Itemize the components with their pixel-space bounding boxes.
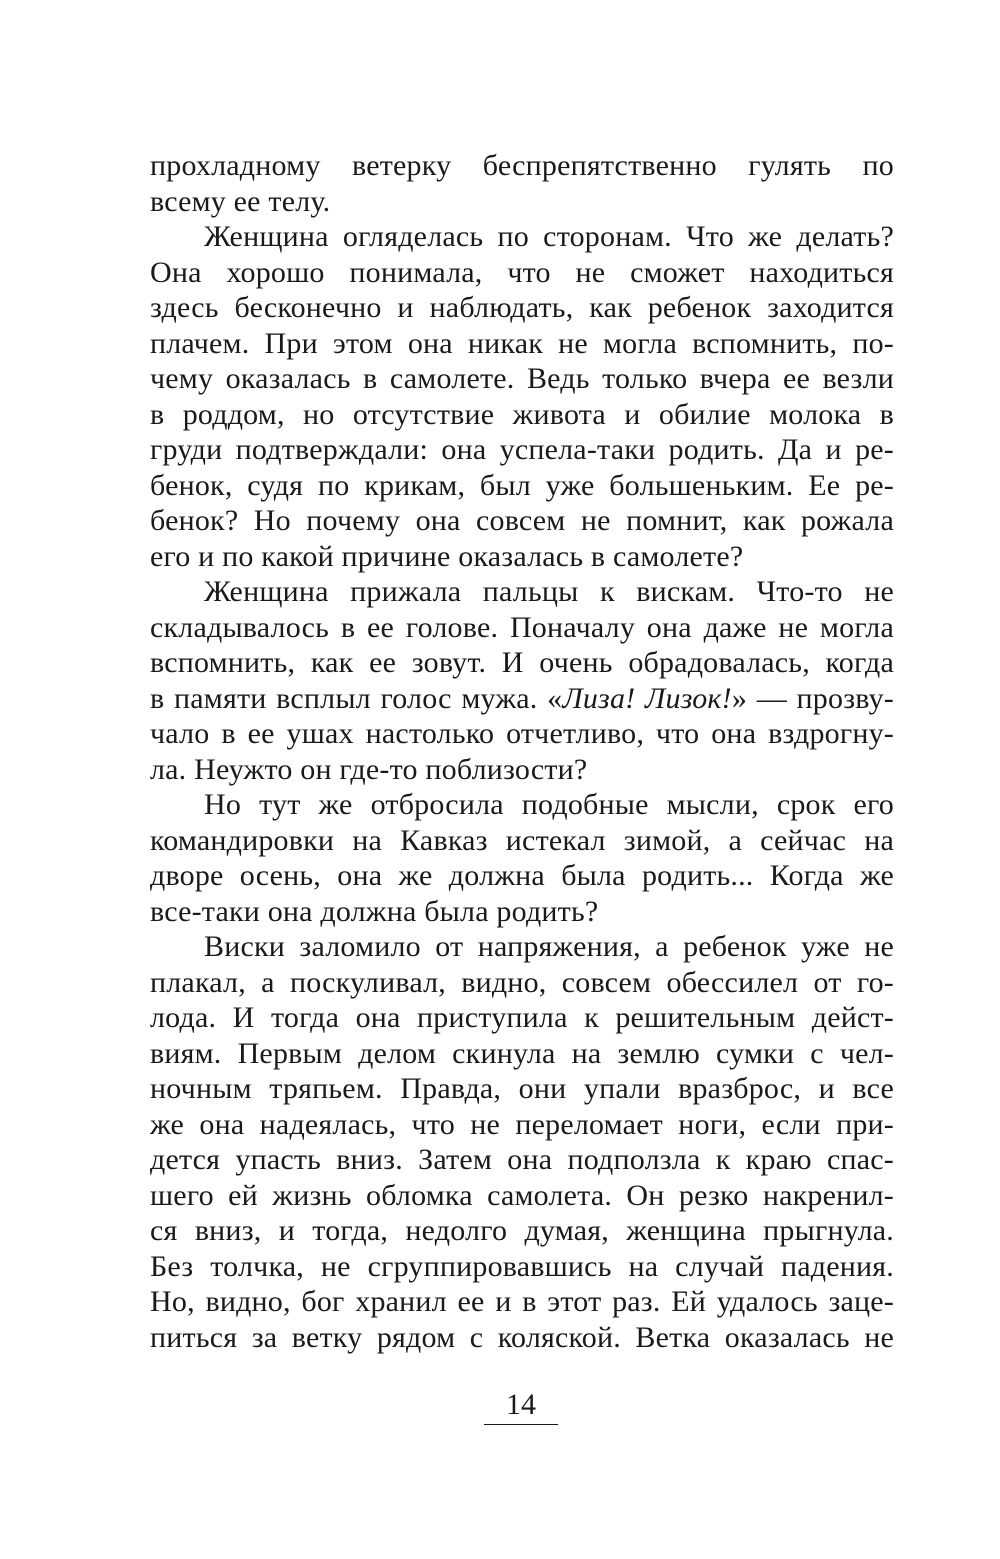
text-line: дется упасть вниз. Затем она подползла к краю спас- bbox=[150, 1143, 894, 1176]
text-line: лода. И тогда она приступила к решительным дейст- bbox=[150, 1001, 894, 1034]
text-line: Но тут же отбросила подобные мысли, срок его bbox=[204, 788, 894, 821]
text-line: Женщина огляделась по сторонам. Что же делать? bbox=[204, 220, 894, 253]
text-line: дворе осень, она же должна была родить... Когда же bbox=[150, 859, 894, 892]
text-line: груди подтверждали: она успела-таки родить. Да и ре- bbox=[150, 433, 894, 466]
text-line: все-таки она должна была родить? bbox=[150, 894, 599, 928]
text-line: ночным тряпьем. Правда, они упали вразброс, и все bbox=[150, 1072, 894, 1105]
text-line: же она надеялась, что не переломает ноги, если при- bbox=[150, 1107, 894, 1141]
text-line: виям. Первым делом скинула на землю сумки с чел- bbox=[150, 1036, 894, 1070]
text-line: бенок, судя по крикам, был уже большеньким. Ее ре- bbox=[150, 468, 894, 502]
text-line: плачем. При этом она никак не могла вспомнить, по- bbox=[150, 326, 894, 360]
text-line: бенок? Но почему она совсем не помнит, как рожала bbox=[150, 504, 894, 537]
text-line bbox=[150, 681, 894, 717]
text-line: его и по какой причине оказалась в самолете? bbox=[150, 539, 744, 573]
text-line: Без толчка, не сгруппировавшись на случай падения. bbox=[150, 1249, 894, 1283]
text-line: Виски заломило от напряжения, а ребенок уже не bbox=[204, 930, 894, 963]
text-segment: » — прозву- bbox=[731, 681, 894, 715]
text-line: ся вниз, и тогда, недолго думая, женщина прыгнула. bbox=[150, 1214, 894, 1247]
text-line: всему ее телу. bbox=[150, 184, 331, 218]
text-line: здесь бесконечно и наблюдать, как ребенок заходится bbox=[150, 291, 894, 324]
text-line: шего ей жизнь обломка самолета. Он резко накренил- bbox=[150, 1178, 894, 1212]
text-line: плакал, а поскуливал, видно, совсем обессилел от го- bbox=[150, 965, 894, 999]
text-line: ла. Неужто он где-то поблизости? bbox=[150, 752, 588, 786]
text-line: прохладному ветерку беспрепятственно гулять по bbox=[150, 149, 894, 182]
page-footer bbox=[0, 1388, 1000, 1425]
body-text bbox=[150, 148, 894, 1355]
text-line: чему оказалась в самолете. Ведь только вчера ее везли bbox=[150, 362, 894, 395]
text-line: вспомнить, как ее зовут. И очень обрадовалась, когда bbox=[150, 646, 894, 679]
text-line: Женщина прижала пальцы к вискам. Что-то не bbox=[204, 575, 894, 608]
text-line: в роддом, но отсутствие живота и обилие молока в bbox=[150, 397, 894, 431]
italic-quote: Лиза! Лизок! bbox=[562, 681, 732, 715]
text-line: Но, видно, бог хранил ее и в этот раз. Ей удалось заце- bbox=[150, 1285, 894, 1318]
text-line: Она хорошо понимала, что не сможет находиться bbox=[150, 255, 894, 289]
text-segment: в памяти всплыл голос мужа. « bbox=[150, 681, 563, 715]
text-line: чало в ее ушах настолько отчетливо, что она вздрогну- bbox=[150, 717, 894, 750]
text-line: складывалось в ее голове. Поначалу она даже не могла bbox=[150, 610, 894, 644]
page-number: 14 bbox=[484, 1388, 558, 1425]
text-line: питься за ветку рядом с коляской. Ветка оказалась не bbox=[150, 1320, 894, 1354]
text-line: командировки на Кавказ истекал зимой, а сейчас на bbox=[150, 823, 894, 857]
